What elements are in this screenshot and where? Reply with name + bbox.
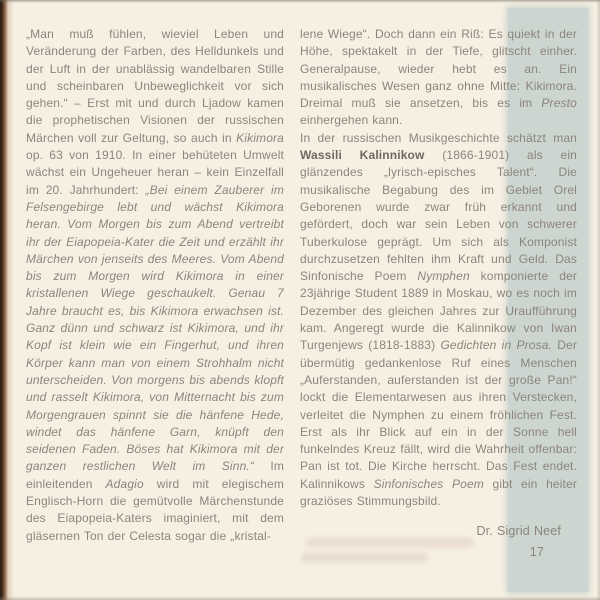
- text-run: komponierte der 23jährige Student 1889 in Moskau, wo es noch im Dezember des gleichen Jahres zur Uraufführung kam. Angeregt wurde die Kalinnikow von Iwan Turgenjews (1818-1883): [300, 269, 577, 353]
- text-run: In der russischen Musikgeschichte schätzt man: [300, 130, 577, 145]
- page-binding-edge: [0, 0, 14, 600]
- text-run: Der übermütig gedankenlose Ruf eines Menschen „Auferstanden, auferstanden ist der große Pan!“ lockt die Elementarwesen aus ihren Verstecken, verleitet die Nymphen zu einem fröhlichen Fest. Erst als ihr Blick auf ein in der Sonne hell funkelndes Kreuz fällt, wird die Wahrheit offenbar: Pan ist tot. Die Kirche herrscht. Das Fest endet. Kalinnikows: [300, 338, 577, 491]
- text-run: „Man muß fühlen, wieviel Leben und Veränderung der Farben, des Helldunkels und der Luft in der unablässig wandelbaren Stille und scheinbaren Unbeweglichkeit vor sich gehen.“ – Erst mit und durch Ljadow kamen die prophetischen Visionen der russischen Märchen voll zur Geltung, so auch in: [26, 27, 284, 145]
- text-run: lene Wiege“. Doch dann ein Riß: Es quiekt in der Höhe, spektakelt in der Tiefe, glitscht einher. Generalpause, wieder hebt es an. Ein musikalisches Wesen ganz ohne Mitte: Kikimora. Dreimal muß sie ansetzen, bis es im: [300, 27, 577, 111]
- text-run: wird mit elegischem Englisch-Horn die gemütvolle Märchenstunde des Eiapopeia-Katers imaginiert, mit dem gläsernen Ton der Celesta sogar die „kristal-: [26, 476, 284, 543]
- page-right-edge: [596, 0, 600, 600]
- text-run: gibt ein heiter graziöses Stimmungsbild.: [300, 476, 577, 509]
- text-column-right-body: [300, 26, 577, 510]
- italic-text-run: Nymphen: [417, 269, 470, 284]
- text-column-left: [26, 26, 284, 586]
- text-run: einhergehen kann.: [300, 113, 403, 128]
- italic-text-run: „Bei einem Zauberer im Felsengebirge lebt und wächst Kikimora heran. Vom Morgen bis zum Abend vertreibt ihr der Eiapopeia-Kater die Zeit und erzählt ihr Märchen von jenseits des Meeres. Vom Abend bis zum Morgen wird Kikimora in einer kristallenen Wiege geschaukelt. Genau 7 Jahre braucht es, bis Kikimora erwachsen ist. Ganz dünn und schwarz ist Kikimora, und ihr Kopf ist klein wie ein Fingerhut, und ihren Körper kann man von einem Strohhalm nicht unterscheiden. Von morgens bis abends klopft und rasselt Kikimora, von Mitternacht bis zum Morgengrauen spinnt sie die hänfene Hede, windet das hänfene Garn, knüpft den seidenen Faden. Böses hat Kikimora mit der ganzen restlichen Welt im Sinn.“: [26, 182, 284, 474]
- print-bleed-artifact: [306, 538, 474, 547]
- text-run: op. 63 von 1910. In einer behüteten Umwelt wächst ein Ungeheuer heran – kein Einzelfall im 20. Jahrhundert:: [26, 148, 284, 197]
- page-top-edge: [0, 0, 600, 3]
- text-run: (1866-1901) als ein glänzendes „lyrisch-episches Talent“. Die musikalische Begabung des im Gebiet Orel Geborenen wurde zwar früh erkannt und gefördert, doch war sein Leben von schwerer Tuberkulose geprägt. Um sich als Komponist durchzusetzen fehlten ihm Kraft und Geld. Das Sinfonische Poem: [300, 148, 577, 284]
- page-number: 17: [529, 544, 544, 559]
- italic-text-run: Sinfonisches Poem: [373, 476, 484, 491]
- author-credit: Dr. Sigrid Neef: [476, 524, 561, 539]
- text-column-right: [300, 26, 577, 592]
- italic-text-run: Adagio: [105, 476, 144, 491]
- bold-text-run: Wassili Kalinnikow: [300, 148, 425, 163]
- print-bleed-artifact: [300, 553, 428, 562]
- italic-text-run: Presto: [541, 96, 577, 111]
- page-bottom-edge: [0, 596, 600, 600]
- italic-text-run: Gedichten in Prosa.: [440, 338, 553, 353]
- text-run: Im einleitenden: [26, 459, 284, 491]
- italic-text-run: Kikimora: [236, 130, 284, 145]
